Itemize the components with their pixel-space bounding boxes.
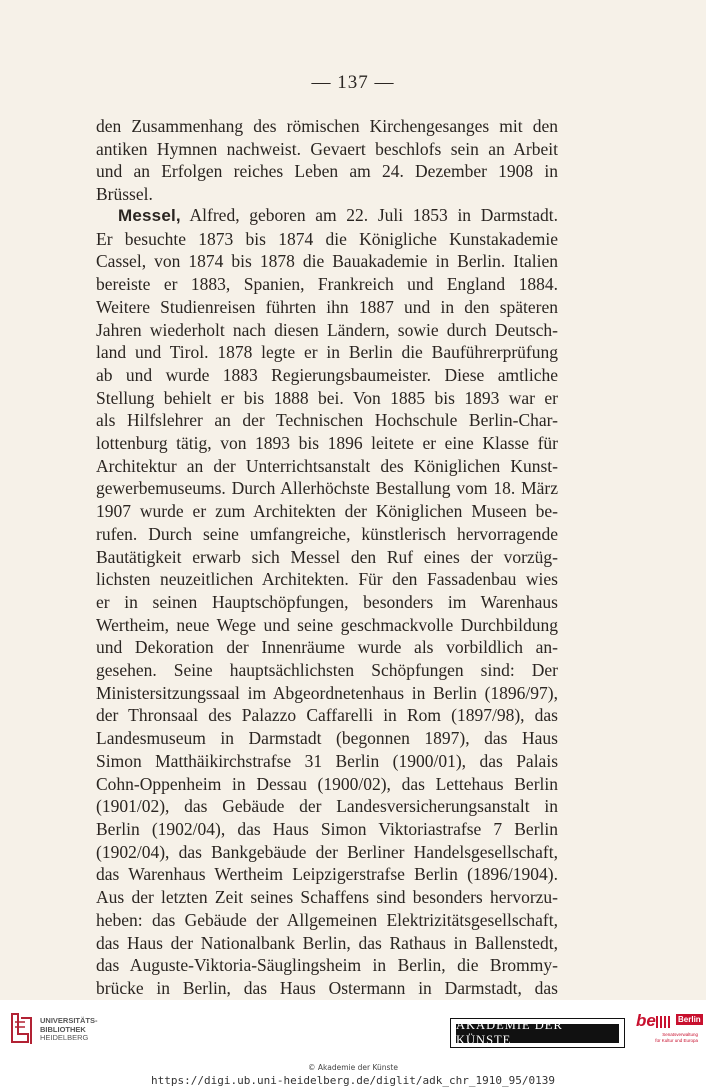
text-line: lottenburg tätig, von 1893 bis 1896 leitete er eine Klasse für: [96, 433, 558, 454]
text-line: Ministersitzungssaal im Abgeordnetenhaus in Berlin (1896/97),: [96, 682, 558, 703]
brandenburg-gate-icon: [656, 1016, 678, 1028]
text-line: der Thronsaal des Palazzo Caffarelli in Rom (1897/98), das: [96, 705, 558, 726]
text-line: brücke in Berlin, das Haus Ostermann in Darmstadt, das: [96, 977, 558, 998]
text-line: das Warenhaus Wertheim Leipzigerstrafse Berlin (1896/1904).: [96, 864, 558, 885]
text-line: antiken Hymnen nachweist. Gevaert beschlofs sein an Arbeit: [96, 138, 558, 159]
copyright-notice: © Akademie der Künste: [308, 1063, 398, 1072]
akademie-label: AKADEMIE DER KÜNSTE: [456, 1024, 619, 1043]
entry-heading-line: [96, 204, 558, 228]
text-line: Stellung behielt er bis 1888 bei. Von 1885 bis 1893 war er: [96, 387, 558, 408]
text-line: rufen. Durch seine umfangreiche, künstlerisch hervorragende: [96, 523, 558, 544]
berlin-be-mark: be: [636, 1011, 656, 1030]
text-line: gewerbemuseums. Durch Allerhöchste Bestallung vom 18. März: [96, 478, 558, 499]
page-number: — 137 —: [311, 72, 395, 93]
berlin-subtitle-line: Senatsverwaltung: [662, 1032, 698, 1037]
library-name-line: HEIDELBERG: [40, 1033, 89, 1042]
text-line: Er besuchte 1873 bis 1874 die Königliche Kunstakademie: [96, 228, 558, 249]
berlin-tag: Berlin: [678, 1015, 701, 1024]
text-line: bereiste er 1883, Spanien, Frankreich und England 1884.: [96, 274, 558, 295]
text-line: Wertheim, neue Wege und seine geschmackvolle Durchbildung: [96, 614, 558, 635]
text-line: land und Tirol. 1878 legte er in Berlin die Bauführerprüfung: [96, 342, 558, 363]
text-line: und an Erfolgen reiches Leben am 24. Dezember 1908 in: [96, 161, 558, 182]
library-name: [40, 1012, 98, 1043]
text-line: Aus der letzten Zeit seines Schaffens sind besonders hervorzu-: [96, 887, 558, 908]
text-line: als Hilfslehrer an der Technischen Hochschule Berlin-Char-: [96, 410, 558, 431]
paragraph-messel-entry: [96, 204, 558, 1000]
library-name-line: UNIVERSITÄTS-: [40, 1016, 98, 1025]
text-line: Brüssel.: [96, 184, 153, 205]
text-line: (1901/02), das Gebäude der Landesversicherungsanstalt in: [96, 796, 558, 817]
text-line: Jahren wiederholt nach diesen Ländern, sowie durch Deutsch-: [96, 319, 558, 340]
text-line: Landesmuseum in Darmstadt (begonnen 1897), das Haus: [96, 728, 558, 749]
entry-name: Messel,: [118, 206, 181, 225]
text-line: das Haus der Nationalbank Berlin, das Rathaus in Ballenstedt,: [96, 932, 558, 953]
text-line: Berlin (1902/04), das Haus Simon Viktoriastrafse 7 Berlin: [96, 818, 558, 839]
berlin-senate-logo[interactable]: [636, 1011, 701, 1048]
text-line: (1902/04), das Bankgebäude der Berliner Handelsgesellschaft,: [96, 841, 558, 862]
berlin-subtitle: [654, 1032, 698, 1043]
text-line: er in seinen Hauptschöpfungen, besonders im Warenhaus: [96, 591, 558, 612]
berlin-subtitle-line: für Kultur und Europa: [655, 1037, 698, 1043]
text-line: 1907 wurde er zum Architekten der Königlichen Museen be-: [96, 501, 558, 522]
entry-intro: Alfred, geboren am 22. Juli 1853 in Darmstadt.: [180, 205, 558, 225]
text-line: Bautätigkeit erwarb sich Messel den Ruf eines der vorzüg-: [96, 546, 558, 567]
text-line: lichsten neuzeitlichen Architekten. Für den Fassadenbau wies: [96, 569, 558, 590]
text-line: Weitere Studienreisen führten ihn 1887 und in den späteren: [96, 296, 558, 317]
text-line: Cassel, von 1874 bis 1878 die Bauakademie in Berlin. Italien: [96, 251, 558, 272]
university-library-logo[interactable]: [8, 1012, 98, 1046]
akademie-der-kuenste-logo[interactable]: [450, 1018, 625, 1048]
text-line: heben: das Gebäude der Allgemeinen Elektrizitätsgesellschaft,: [96, 909, 558, 930]
permalink-url[interactable]: https://digi.ub.uni-heidelberg.de/diglit/adk_chr_1910_95/0139: [151, 1074, 555, 1087]
text-line: gesehen. Seine hauptsächlichsten Schöpfungen sind: Der: [96, 660, 558, 681]
text-line: den Zusammenhang des römischen Kirchengesanges mit den: [96, 116, 558, 136]
paragraph-gevaert-end: [96, 115, 558, 206]
library-name-line: BIBLIOTHEK: [40, 1024, 86, 1034]
ub-heidelberg-emblem-icon: [8, 1012, 34, 1046]
text-line: Simon Matthäikirchstrafse 31 Berlin (1900/01), das Palais: [96, 750, 558, 771]
text-line: und Dekoration der Innenräume wurde als vorbildlich an-: [96, 637, 558, 658]
text-line: das Auguste-Viktoria-Säuglingsheim in Berlin, die Brommy-: [96, 955, 558, 976]
text-line: ab und wurde 1883 Regierungsbaumeister. Diese amtliche: [96, 364, 558, 385]
text-line: Architektur an der Unterrichtsanstalt des Königlichen Kunst-: [96, 455, 558, 476]
text-line: Cohn-Oppenheim in Dessau (1900/02), das Lettehaus Berlin: [96, 773, 558, 794]
